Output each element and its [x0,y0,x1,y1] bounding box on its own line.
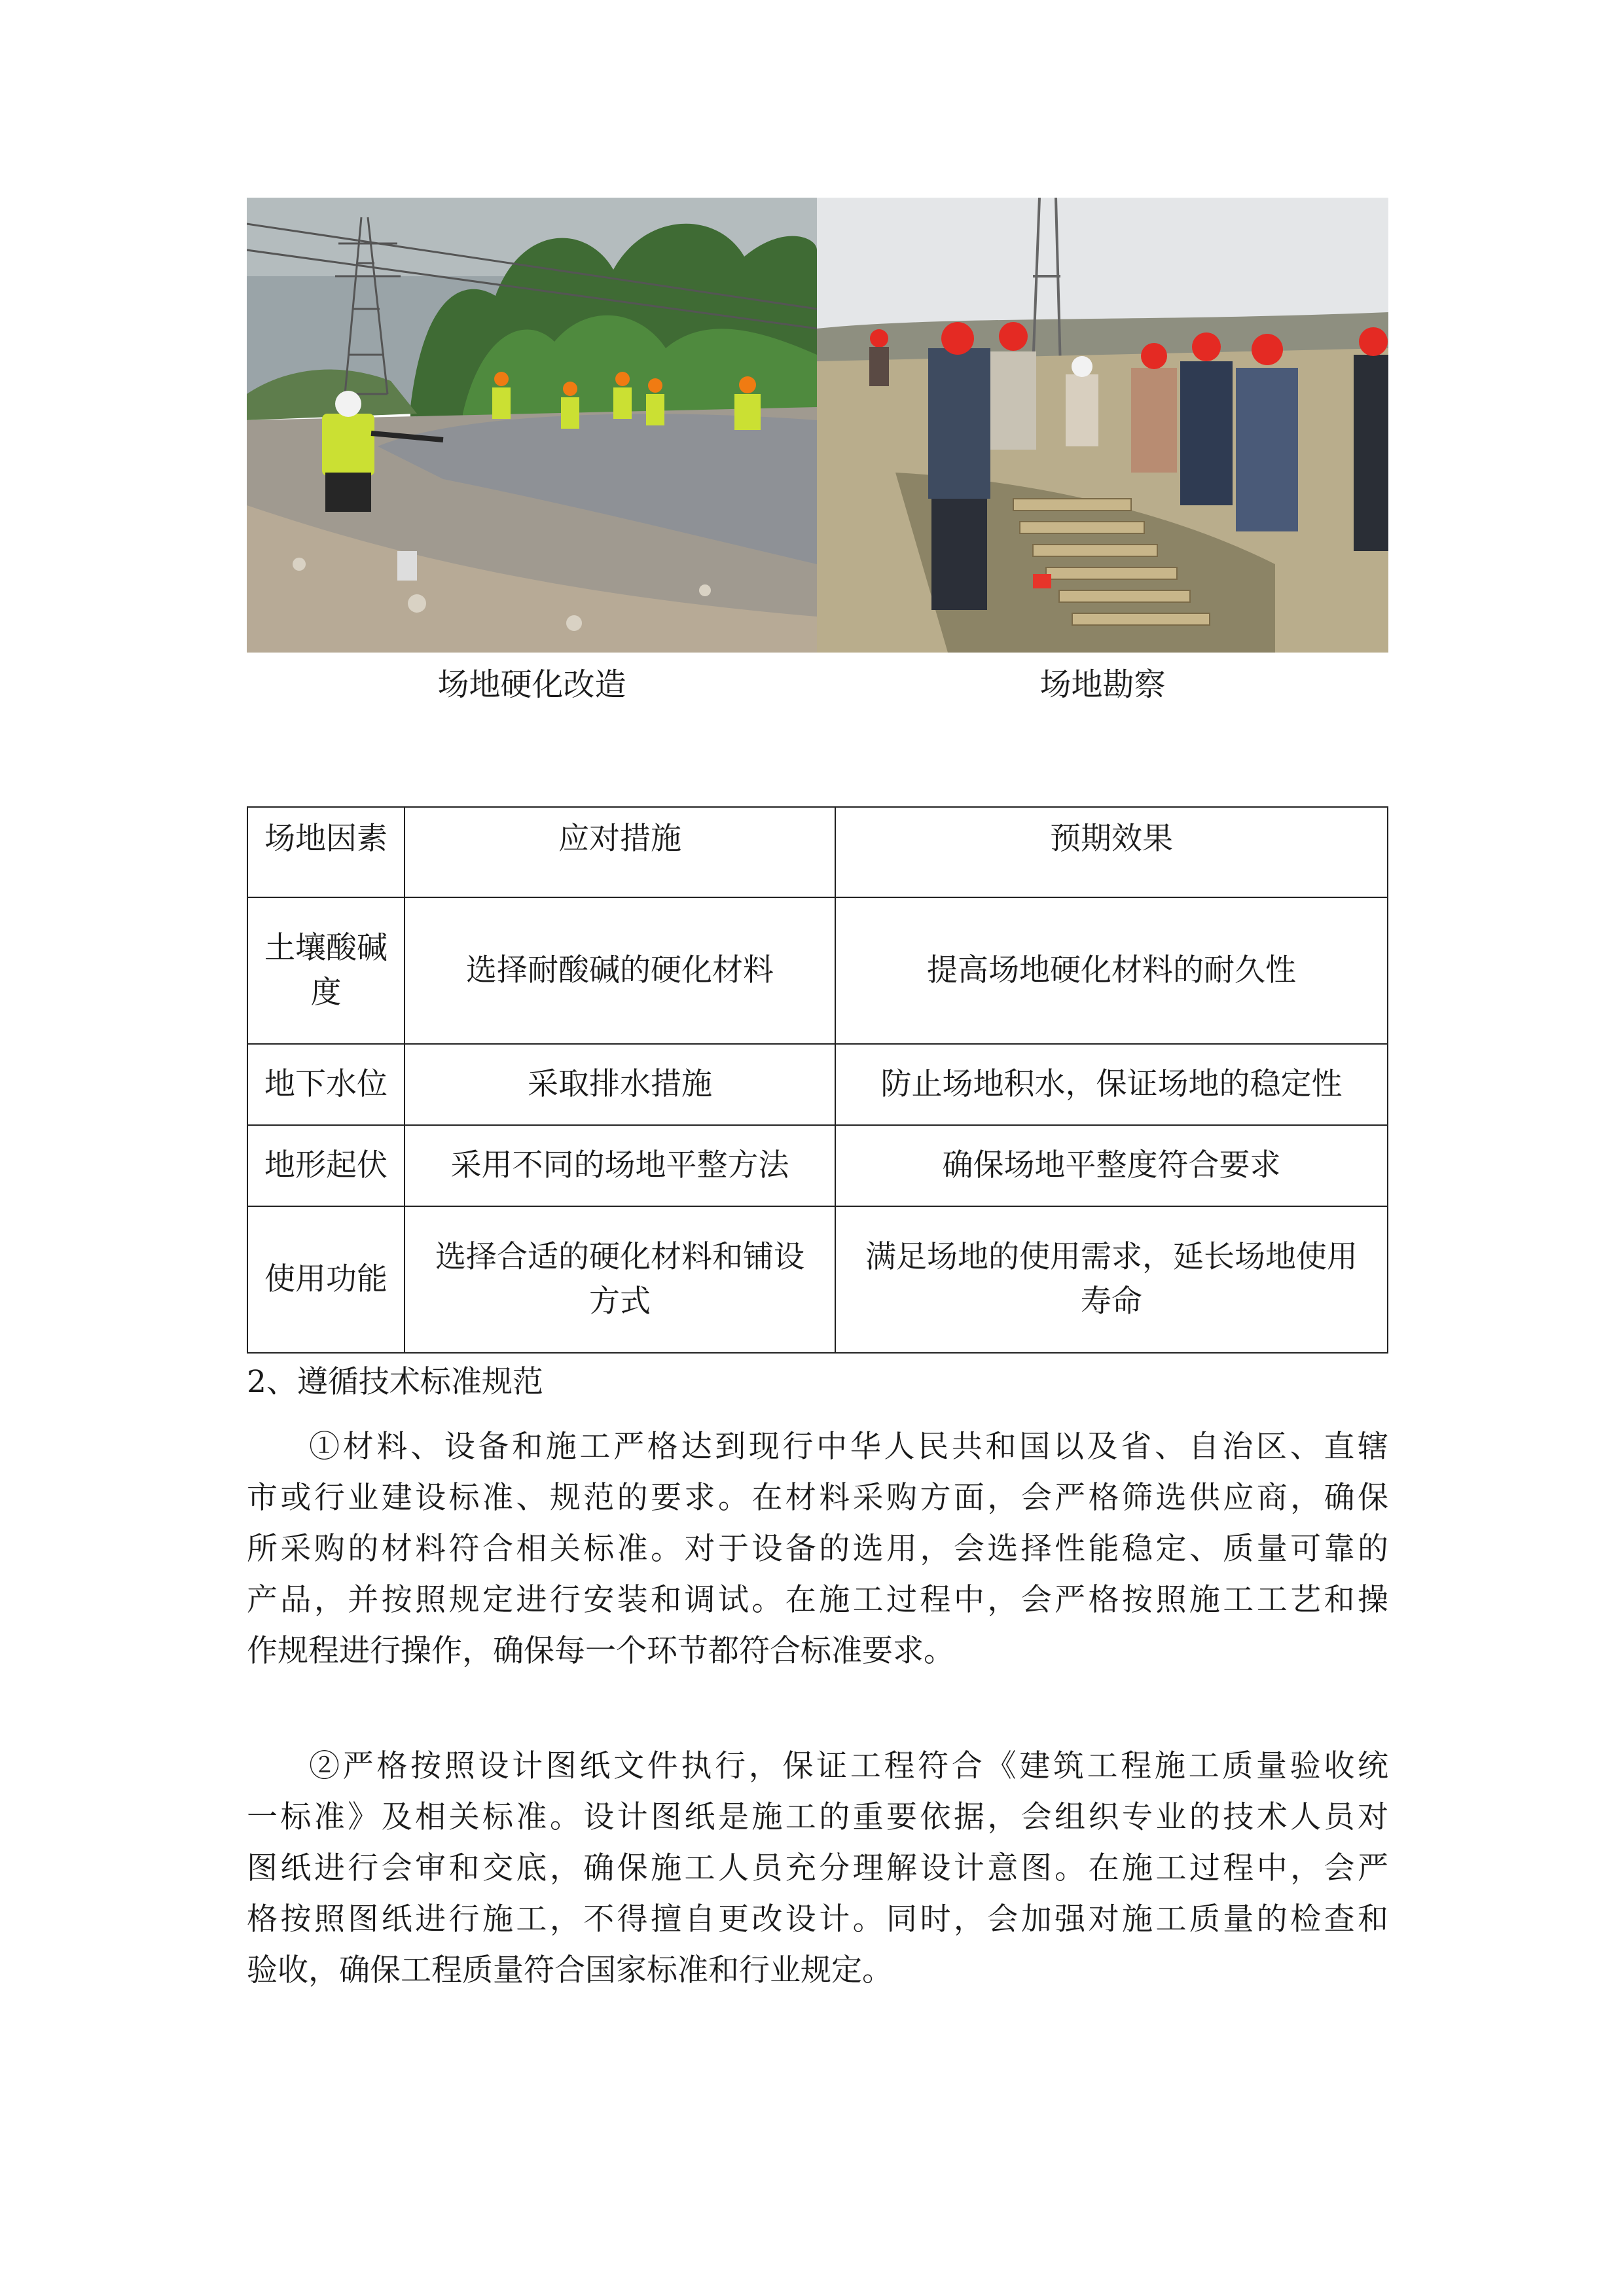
table-cell-factor: 土壤酸碱 度 [247,897,405,1044]
table-cell-effect: 防止场地积水，保证场地的稳定性 [835,1044,1388,1125]
table-cell-effect: 提高场地硬化材料的耐久性 [835,897,1388,1044]
table-header-cell: 应对措施 [405,807,835,897]
section-heading: 2、遵循技术标准规范 [247,1364,543,1400]
table-cell-effect: 确保场地平整度符合要求 [835,1125,1388,1206]
table-row [247,1125,1388,1206]
table-header-row [247,807,1388,897]
paragraph-line: 一标准》及相关标准。设计图纸是施工的重要依据，会组织专业的技术人员对 [247,1799,1388,1835]
paragraph-line: ②严格按照设计图纸文件执行，保证工程符合《建筑工程施工质量验收统 [309,1748,1388,1784]
table-row [247,1044,1388,1125]
paragraph-line: ①材料、设备和施工严格达到现行中华人民共和国以及省、自治区、直辖 [309,1429,1388,1465]
table-row [247,897,1388,1044]
table-cell-measure: 采取排水措施 [405,1044,835,1125]
photo-site-hardening [247,198,817,653]
table-cell-measure: 选择合适的硬化材料和铺设 方式 [405,1206,835,1353]
paragraph-design-drawings [247,1741,1388,1996]
paragraph-line: 验收，确保工程质量符合国家标准和行业规定。 [247,1952,893,1988]
paragraph-line: 格按照图纸进行施工，不得擅自更改设计。同时，会加强对施工质量的检查和 [247,1901,1388,1937]
table-cell-measure: 采用不同的场地平整方法 [405,1125,835,1206]
table-cell-factor: 地形起伏 [247,1125,405,1206]
paragraph-line: 作规程进行操作，确保每一个环节都符合标准要求。 [247,1633,954,1669]
table-cell-measure: 选择耐酸碱的硬化材料 [405,897,835,1044]
table-cell-effect: 满足场地的使用需求，延长场地使用 寿命 [835,1206,1388,1353]
site-factors-table [247,806,1388,1354]
paragraph-line: 市或行业建设标准、规范的要求。在材料采购方面，会严格筛选供应商，确保 [247,1480,1388,1516]
paragraph-line: 产品，并按照规定进行安装和调试。在施工过程中，会严格按照施工工艺和操 [247,1582,1388,1618]
table-header-cell: 预期效果 [835,807,1388,897]
site-survey-image [817,198,1388,653]
paragraph-line: 图纸进行会审和交底，确保施工人员充分理解设计意图。在施工过程中，会严 [247,1850,1388,1886]
site-hardening-image [247,198,817,653]
table-header-cell: 场地因素 [247,807,405,897]
photo-site-survey [817,198,1388,653]
photo-caption-site-survey: 场地勘察 [1039,666,1166,703]
table-cell-factor: 使用功能 [247,1206,405,1353]
paragraph-line: 所采购的材料符合相关标准。对于设备的选用，会选择性能稳定、质量可靠的 [247,1531,1388,1567]
table-row [247,1206,1388,1353]
table-cell-factor: 地下水位 [247,1044,405,1125]
photo-caption-site-hardening: 场地硬化改造 [437,666,626,703]
paragraph-materials-standards [247,1422,1388,1677]
